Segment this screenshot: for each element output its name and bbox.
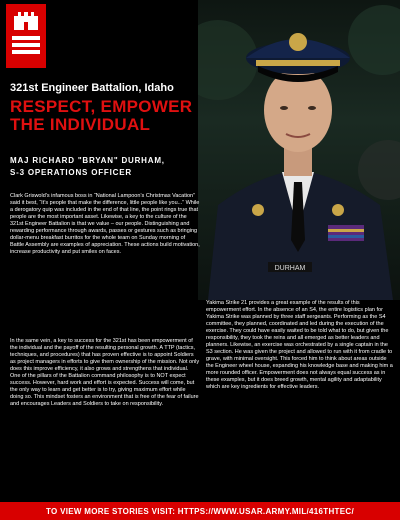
article-column-left-top xyxy=(10,193,200,262)
article-paragraph: Yakima Strike 21 provides a great example of the results of this empowerment effort. In the absence of an S4, the entire logistics plan for Yakima Strike was planned by three staff sergeants. Performing as the S4 committee, they planned, coordinated and led during the execution of the exercise. They could have easily waited to be told what to do, but given the responsibility, they took the reins and all emerged as better leaders and planners. Likewise, an exercise was orchestrated by a single captain in the S3 section. He was given the project and allowed to run with it from cradle to grave, with minimal oversight. This forced him to think about areas outside the Engineer wheel house, expanding his knowledge base and making him a more rounded officer. Empowerment does not always equal success as in these examples, but it does breed growth, mental agility and adaptability which are key ingredients for effective leaders. xyxy=(206,300,393,390)
logo-stripes xyxy=(12,36,40,57)
officer-portrait xyxy=(198,0,400,300)
photo-nametag: DURHAM xyxy=(274,265,306,272)
byline xyxy=(10,156,200,180)
article-paragraph: In the same vein, a key to success for the 321st has been empowerment of the individual and the payoff of the resulting personal growth. A TTP (tactics, techniques, and procedures) that has proven effective is to appoint Soldiers as project managers in efforts to give them ownership of the mission. Not only does this improve efficiency, it also grows and strengthens that individual. One of the pillars of the Battalion command philosophy is to NOT expect success. However, hard work and effort is expected. Success will come, but the only way to learn and get better is to try, giving maximum effort while doing so. This mindset fosters an environment that is free of the fear of failure and encourages Leaders and Soldiers to take on responsibility. xyxy=(10,338,200,407)
author-name: MAJ RICHARD "BRYAN" DURHAM, xyxy=(10,156,165,165)
article-column-left-bottom xyxy=(10,338,200,414)
article-paragraph: Clark Griswold’s infamous boss in “National Lampoon’s Christmas Vacation” said it best, “It’s people that make the difference, little people like you...” While a derogatory quip was included in the end of that line, the point rings true that people are the most important asset. Likewise, a key to the culture of the 321st Engineer Battalion is that we value – our people. Distinguishing and rewarding performance through awards, passes or gestures such as bringing dollar-menu breakfast burritos for the whole team on Sunday morning of Battle Assembly are examples of appreciation. These actions build motivation, increase productivity and put smiles on faces. xyxy=(10,193,200,255)
article-headline: RESPECT, EMPOWER THE INDIVIDUAL xyxy=(10,97,193,134)
unit-logo xyxy=(6,4,46,68)
castle-icon xyxy=(12,10,40,30)
footer-link-banner[interactable]: TO VIEW MORE STORIES VISIT: HTTPS://WWW.USAR.ARMY.MIL/416THTEC/ xyxy=(0,502,400,520)
battalion-name: 321st Engineer Battalion, Idaho xyxy=(10,82,174,94)
author-title: S-3 OPERATIONS OFFICER xyxy=(10,168,132,177)
article-column-right xyxy=(206,300,394,397)
